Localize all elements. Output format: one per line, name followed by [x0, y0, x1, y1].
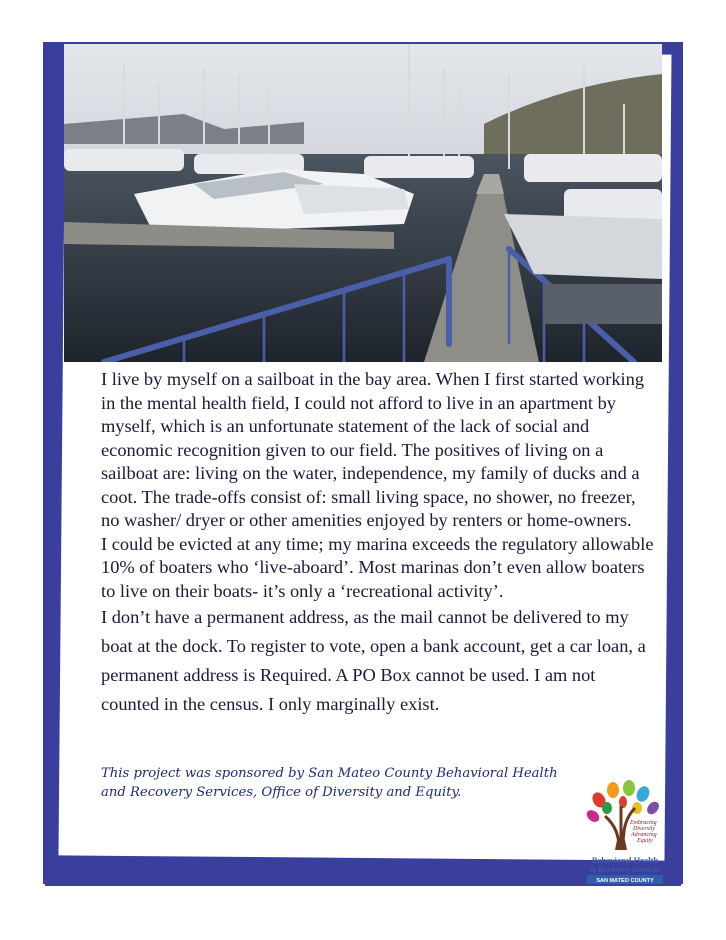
logo-org-line-1: Behavioral Health: [591, 855, 659, 865]
logo-org-line-2: & Recovery Services: [589, 865, 661, 874]
bhrs-logo: [585, 780, 665, 886]
tree-leaves-icon: [585, 780, 661, 824]
logo-tagline-2: Diversity: [633, 826, 655, 832]
logo-county: SAN MATEO COUNTY: [596, 878, 654, 884]
paragraph-1: I live by myself on a sailboat in the bay area. When I first started working in the mental health field, I could not afford to live in an apartment by myself, which is an unfortunate statement of the lack of social and economic recognition given to our field. The positives of living on a sailboat are: living on the water, independence, my family of ducks and a coot. The trade-offs consist of: small living space, no shower, no freezer, no washer/ dryer or other amenities enjoyed by renters or home-owners.: [101, 369, 645, 530]
paragraph-2: I could be evicted at any time; my marina exceeds the regulatory allowable 10% of boaters who ‘live-aboard’. Most marinas don’t even allow boaters to live on their boats- it’s only a ‘recreational activity’.: [101, 533, 654, 601]
body-text: [101, 368, 657, 719]
logo-tagline-3: Advancing: [631, 832, 657, 838]
marina-photo: [64, 44, 662, 362]
logo-tagline-4: Equity: [637, 838, 653, 844]
paragraph-3: I don’t have a permanent address, as the mail cannot be delivered to my boat at the dock. To register to vote, open a bank account, get a car loan, a permanent address is Required. A PO Box cannot be used. I am not counted in the census. I only marginally exist.: [101, 607, 646, 714]
sponsor-credit: This project was sponsored by San Mateo County Behavioral Health and Recovery Services, Office of Diversity and Equity.: [101, 766, 558, 800]
logo-tagline-1: Embracing: [630, 820, 657, 826]
